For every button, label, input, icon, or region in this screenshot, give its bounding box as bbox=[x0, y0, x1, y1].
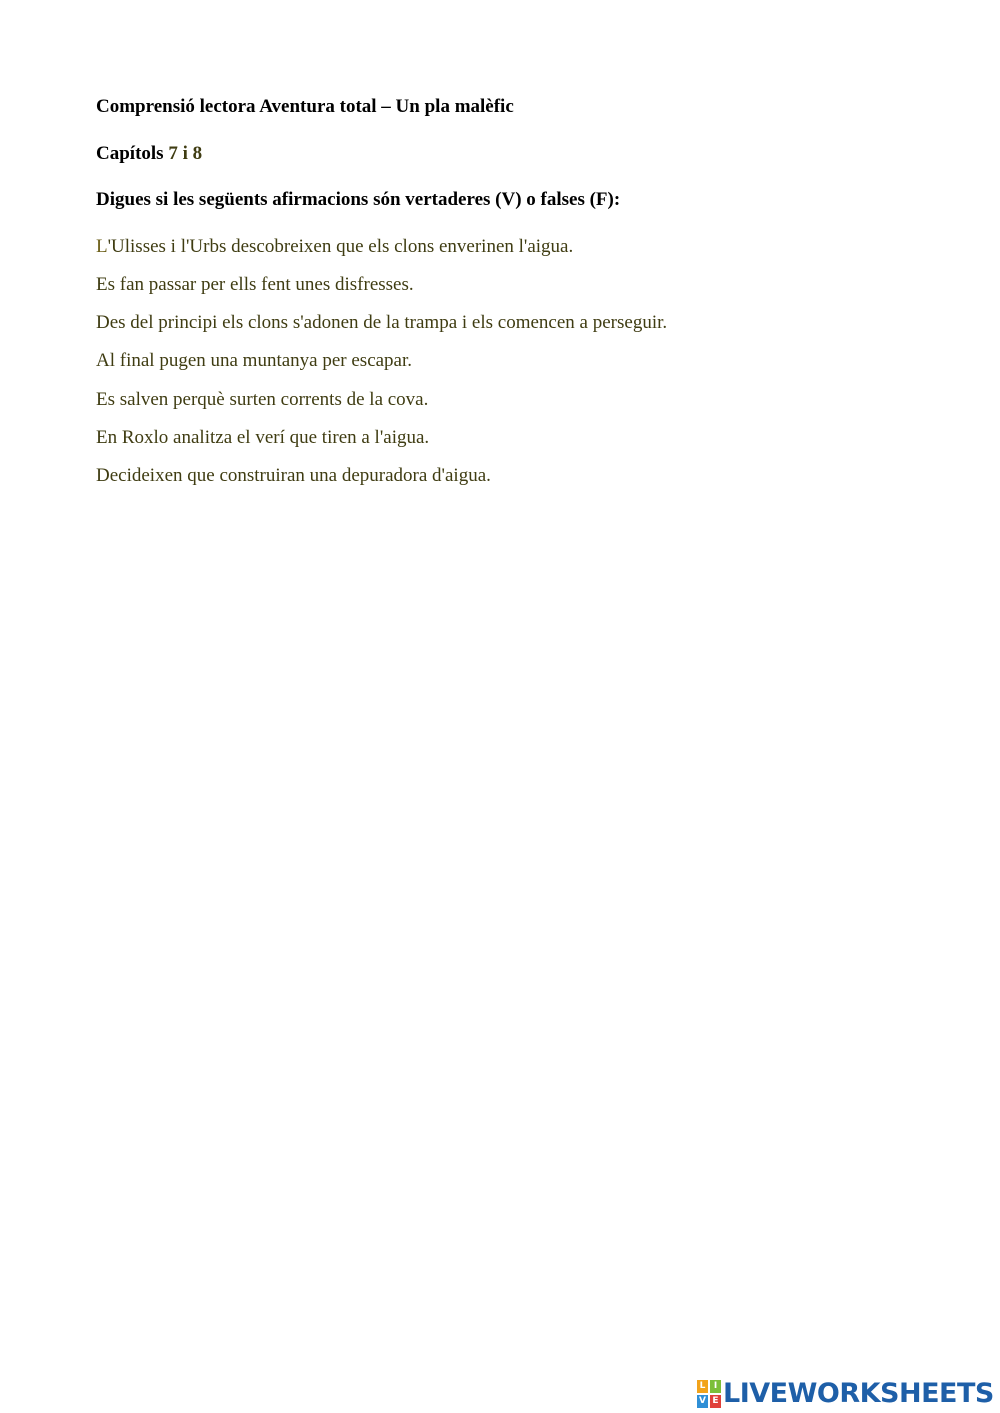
liveworksheets-logo bbox=[697, 1378, 994, 1410]
chapters-heading bbox=[96, 142, 202, 166]
statement-1-text: 'Ulisses i l'Urbs descobreixen que els clons enverinen l'aigua. bbox=[107, 236, 574, 257]
chapters-numbers: 7 i 8 bbox=[168, 143, 203, 164]
logo-letter-i: I bbox=[710, 1380, 721, 1393]
statement-2: Es fan passar per ells fent unes disfresses. bbox=[96, 274, 414, 295]
liveworksheets-logo-text: LIVEWORKSHEETS bbox=[723, 1378, 994, 1409]
statement-4: Al final pugen una muntanya per escapar. bbox=[96, 350, 413, 371]
statement-5: Es salven perquè surten corrents de la cova. bbox=[96, 389, 429, 410]
statement-7: Decideixen que construiran una depuradora d'aigua. bbox=[96, 465, 491, 486]
statement-6: En Roxlo analitza el verí que tiren a l'aigua. bbox=[96, 427, 430, 448]
statement-1 bbox=[96, 235, 573, 259]
logo-letter-v: V bbox=[697, 1395, 708, 1408]
instructions: Digues si les següents afirmacions són vertaderes (V) o falses (F): bbox=[96, 189, 621, 210]
liveworksheets-mark-icon bbox=[697, 1380, 721, 1408]
chapters-prefix: Capítols bbox=[96, 143, 169, 164]
logo-letter-l: L bbox=[697, 1380, 708, 1393]
statement-1-first-letter: L bbox=[96, 236, 108, 257]
worksheet-title: Comprensió lectora Aventura total – Un pla malèfic bbox=[96, 96, 514, 117]
statement-3: Des del principi els clons s'adonen de la trampa i els comencen a perseguir. bbox=[96, 312, 668, 333]
logo-letter-e: E bbox=[710, 1395, 721, 1408]
